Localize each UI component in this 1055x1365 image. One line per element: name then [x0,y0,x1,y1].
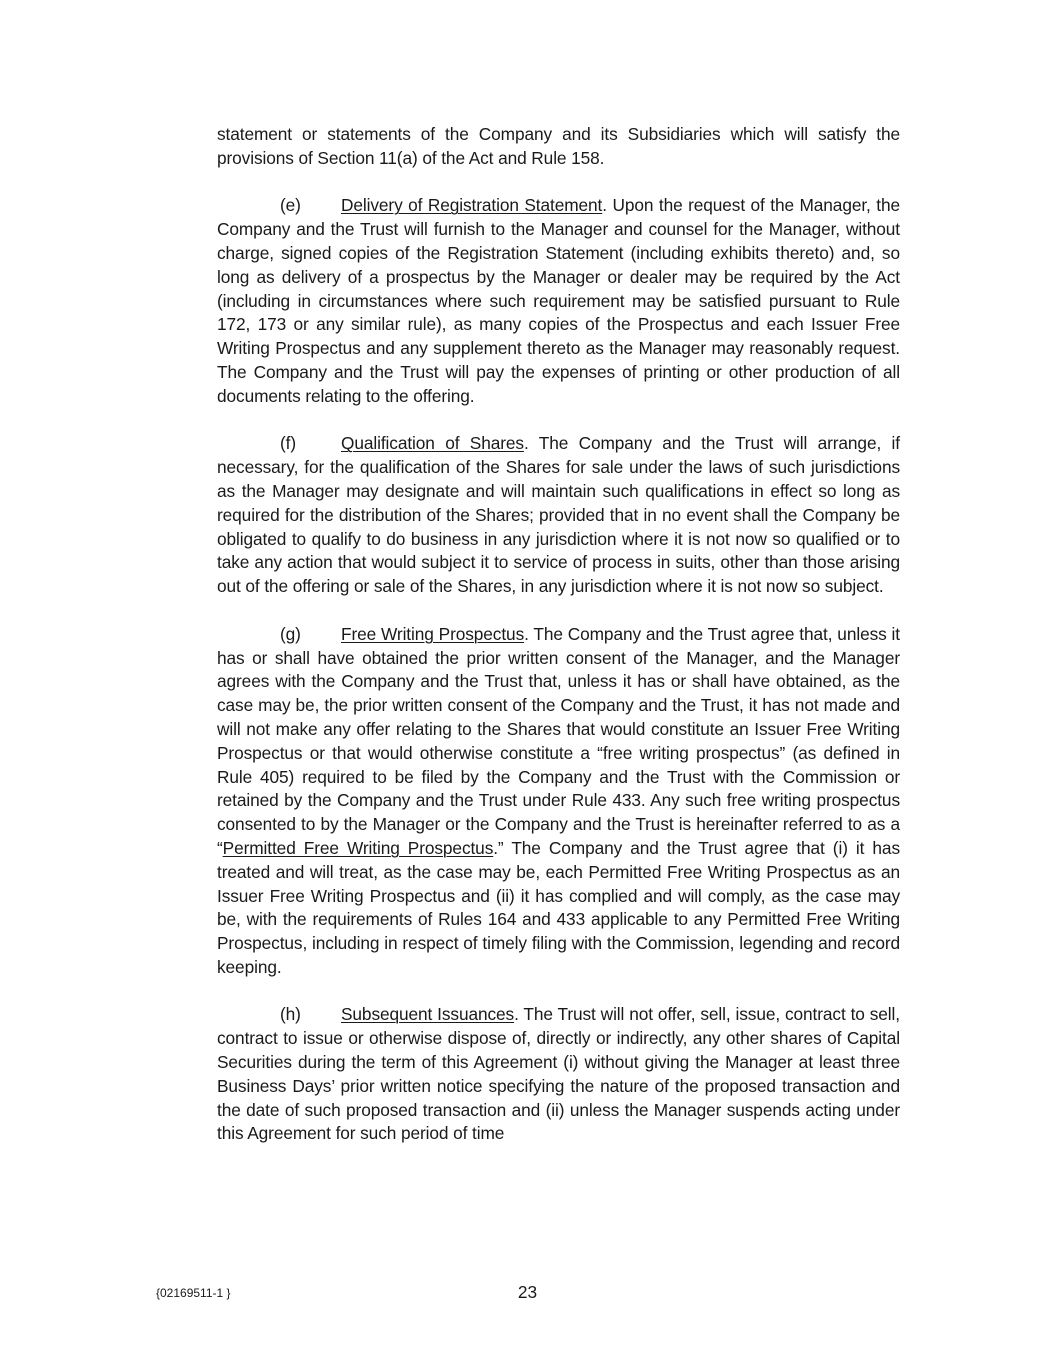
page-number: 23 [517,1282,538,1302]
paragraph-continuation-text: statement or statements of the Company and its Subsidiaries which will satisfy the provisions of Section 11(a) of the Act and Rule 158. [217,124,900,168]
section-heading: Qualification of Shares [341,433,524,454]
defined-term: Permitted Free Writing Prospectus [222,837,494,858]
section-body-continued: .” The Company and the Trust agree that (i) it has treated and will treat, as the case may be, each Permitted Free Writing Prospectus as an Issuer Free Writing Prospectus and (ii) it has complied and will comply, as the case may be, with the requirements of Rules 164 and 433 applicable to any Permitted Free Writing Prospectus, including in respect of timely filing with the Commission, legending and record keeping. [217,837,900,977]
section-h [217,1003,900,1146]
section-label: (g) [280,623,301,644]
section-heading: Free Writing Prospectus [341,623,525,644]
section-body: . The Company and the Trust will arrange, if necessary, for the qualification of the Shares for sale under the laws of such jurisdictions as the Manager may designate and will maintain such qualifications in effect so long as required for the distribution of the Shares; provided that in no event shall the Company be obligated to qualify to do business in any jurisdiction where it is not now so qualified or to take any action that would subject it to service of process in suits, other than those arising out of the offering or sale of the Shares, in any jurisdiction where it is not now so subject. [217,433,900,597]
body-text [217,123,900,1146]
section-label: (e) [280,195,301,216]
section-g [217,623,900,980]
footer-document-id: {02169511-1 } [156,1286,231,1300]
section-body: . The Trust will not offer, sell, issue, contract to sell, contract to issue or otherwise dispose of, directly or indirectly, any other shares of Capital Securities during the term of this Agreement (i) without giving the Manager at least three Business Days’ prior written notice specifying the nature of the proposed transaction and the date of such proposed transaction and (ii) unless the Manager suspends acting under this Agreement for such period of time [217,1004,900,1144]
section-e [217,194,900,408]
section-body: . The Company and the Trust agree that, unless it has or shall have obtained the prior written consent of the Manager, and the Manager agrees with the Company and the Trust that, unless it has or shall have obtained, as the case may be, the prior written consent of the Company and the Trust, it has not made and will not make any offer relating to the Shares that would constitute an Issuer Free Writing Prospectus or that would otherwise constitute a “free writing prospectus” (as defined in Rule 405) required to be filed by the Company and the Trust with the Commission or retained by the Company and the Trust under Rule 433. Any such free writing prospectus consented to by the Manager or the Company and the Trust is hereinafter referred to as a “ [217,623,900,858]
section-f [217,432,900,599]
paragraph-continuation [217,123,900,171]
section-heading: Subsequent Issuances [341,1004,515,1025]
section-label: (h) [280,1004,301,1025]
section-body: . Upon the request of the Manager, the Company and the Trust will furnish to the Manager and counsel for the Manager, without charge, signed copies of the Registration Statement (including exhibits thereto) and, so long as delivery of a prospectus by the Manager or dealer may be required by the Act (including in circumstances where such requirement may be satisfied pursuant to Rule 172, 173 or any similar rule), as many copies of the Prospectus and each Issuer Free Writing Prospectus and any supplement thereto as the Manager may reasonably request. The Company and the Trust will pay the expenses of printing or other production of all documents relating to the offering. [217,195,900,406]
section-heading: Delivery of Registration Statement [341,195,603,216]
section-label: (f) [280,433,297,454]
